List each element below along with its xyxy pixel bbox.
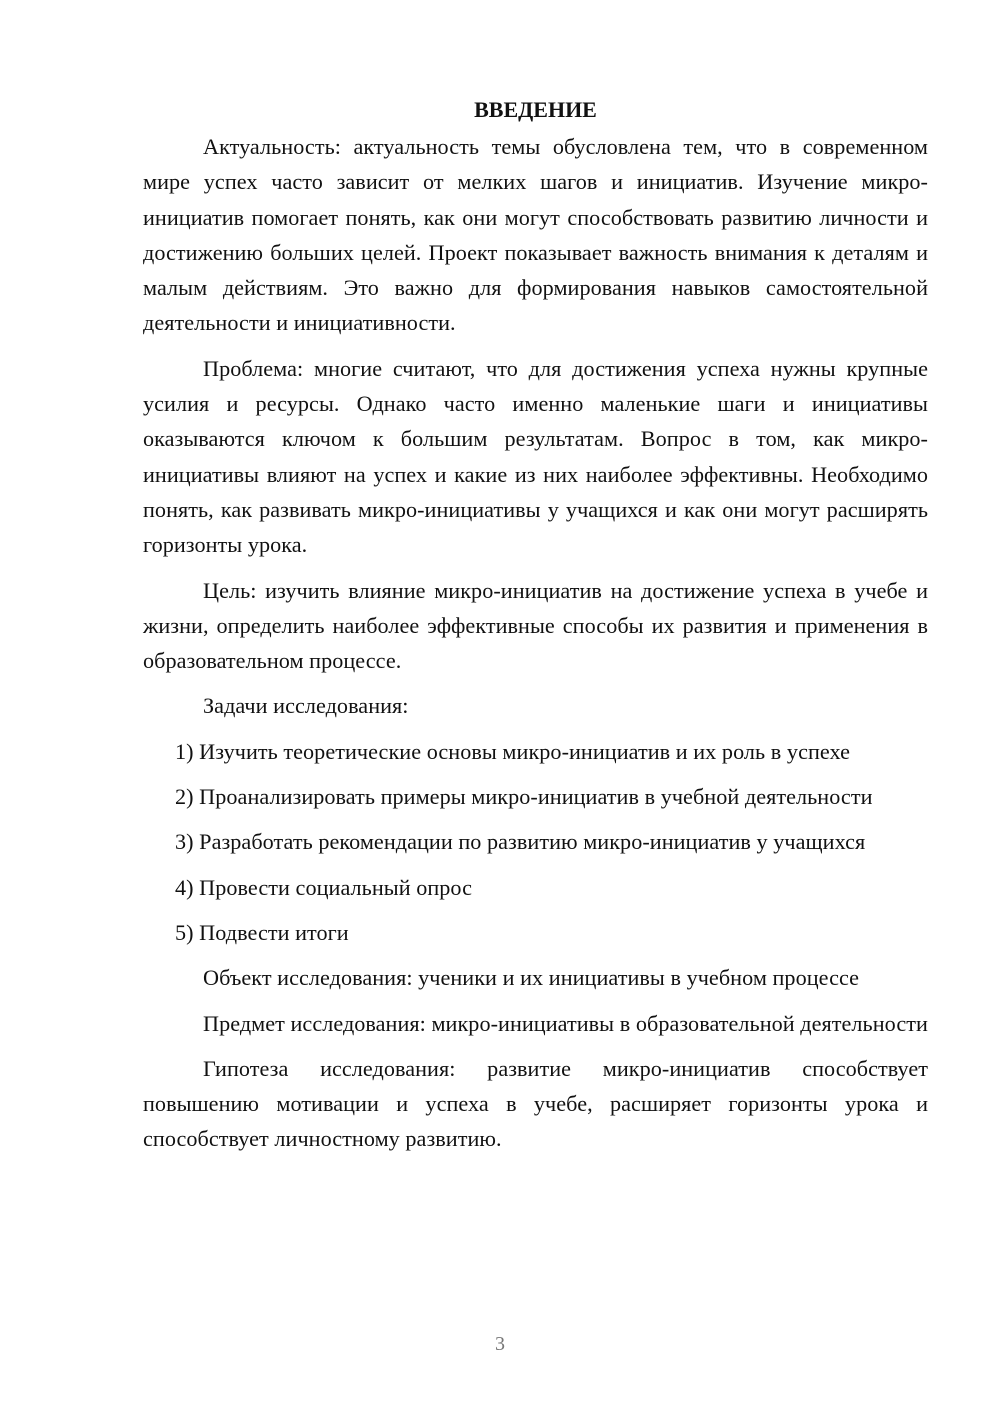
tasks-heading: Задачи исследования: xyxy=(203,693,409,719)
document-body xyxy=(143,92,928,1167)
problem-paragraph: Проблема: многие считают, что для достижения успеха нужны крупные усилия и ресурсы. Однако часто именно маленькие шаги и инициативы оказываются ключом к большим результатам. Вопрос в том, как микро-инициативы влияют на успех и какие из них наиболее эффективны. Необходимо понять, как развивать микро-инициативы у учащихся и как они могут расширять горизонты урока. xyxy=(143,355,928,558)
task-item: 1) Изучить теоретические основы микро-инициатив и их роль в успехе xyxy=(175,738,850,764)
page-number: 3 xyxy=(495,1333,505,1355)
task-item: 5) Подвести итоги xyxy=(175,919,349,945)
research-subject-paragraph: Предмет исследования: микро-инициативы в образовательной деятельности xyxy=(203,1010,928,1036)
task-item: 4) Провести социальный опрос xyxy=(175,874,473,900)
hypothesis-paragraph: Гипотеза исследования: развитие микро-инициатив способствует повышению мотивации и успеха в учебе, расширяет горизонты урока и способствует личностному развитию. xyxy=(143,1055,928,1152)
goal-paragraph: Цель: изучить влияние микро-инициатив на достижение успеха в учебе и жизни, определить наиболее эффективные способы их развития и применения в образовательном процессе. xyxy=(143,577,928,674)
research-object-paragraph: Объект исследования: ученики и их инициативы в учебном процессе xyxy=(203,965,860,991)
section-title: ВВЕДЕНИЕ xyxy=(474,97,597,122)
relevance-paragraph: Актуальность: актуальность темы обусловлена тем, что в современном мире успех часто зависит от мелких шагов и инициатив. Изучение микро-инициатив помогает понять, как они могут способствовать развитию личности и достижению больших целей. Проект показывает важность внимания к деталям и малым действиям. Это важно для формирования навыков самостоятельной деятельности и инициативности. xyxy=(143,134,928,336)
task-item: 3) Разработать рекомендации по развитию микро-инициатив у учащихся xyxy=(175,829,866,855)
task-item: 2) Проанализировать примеры микро-инициатив в учебной деятельности xyxy=(175,784,873,810)
